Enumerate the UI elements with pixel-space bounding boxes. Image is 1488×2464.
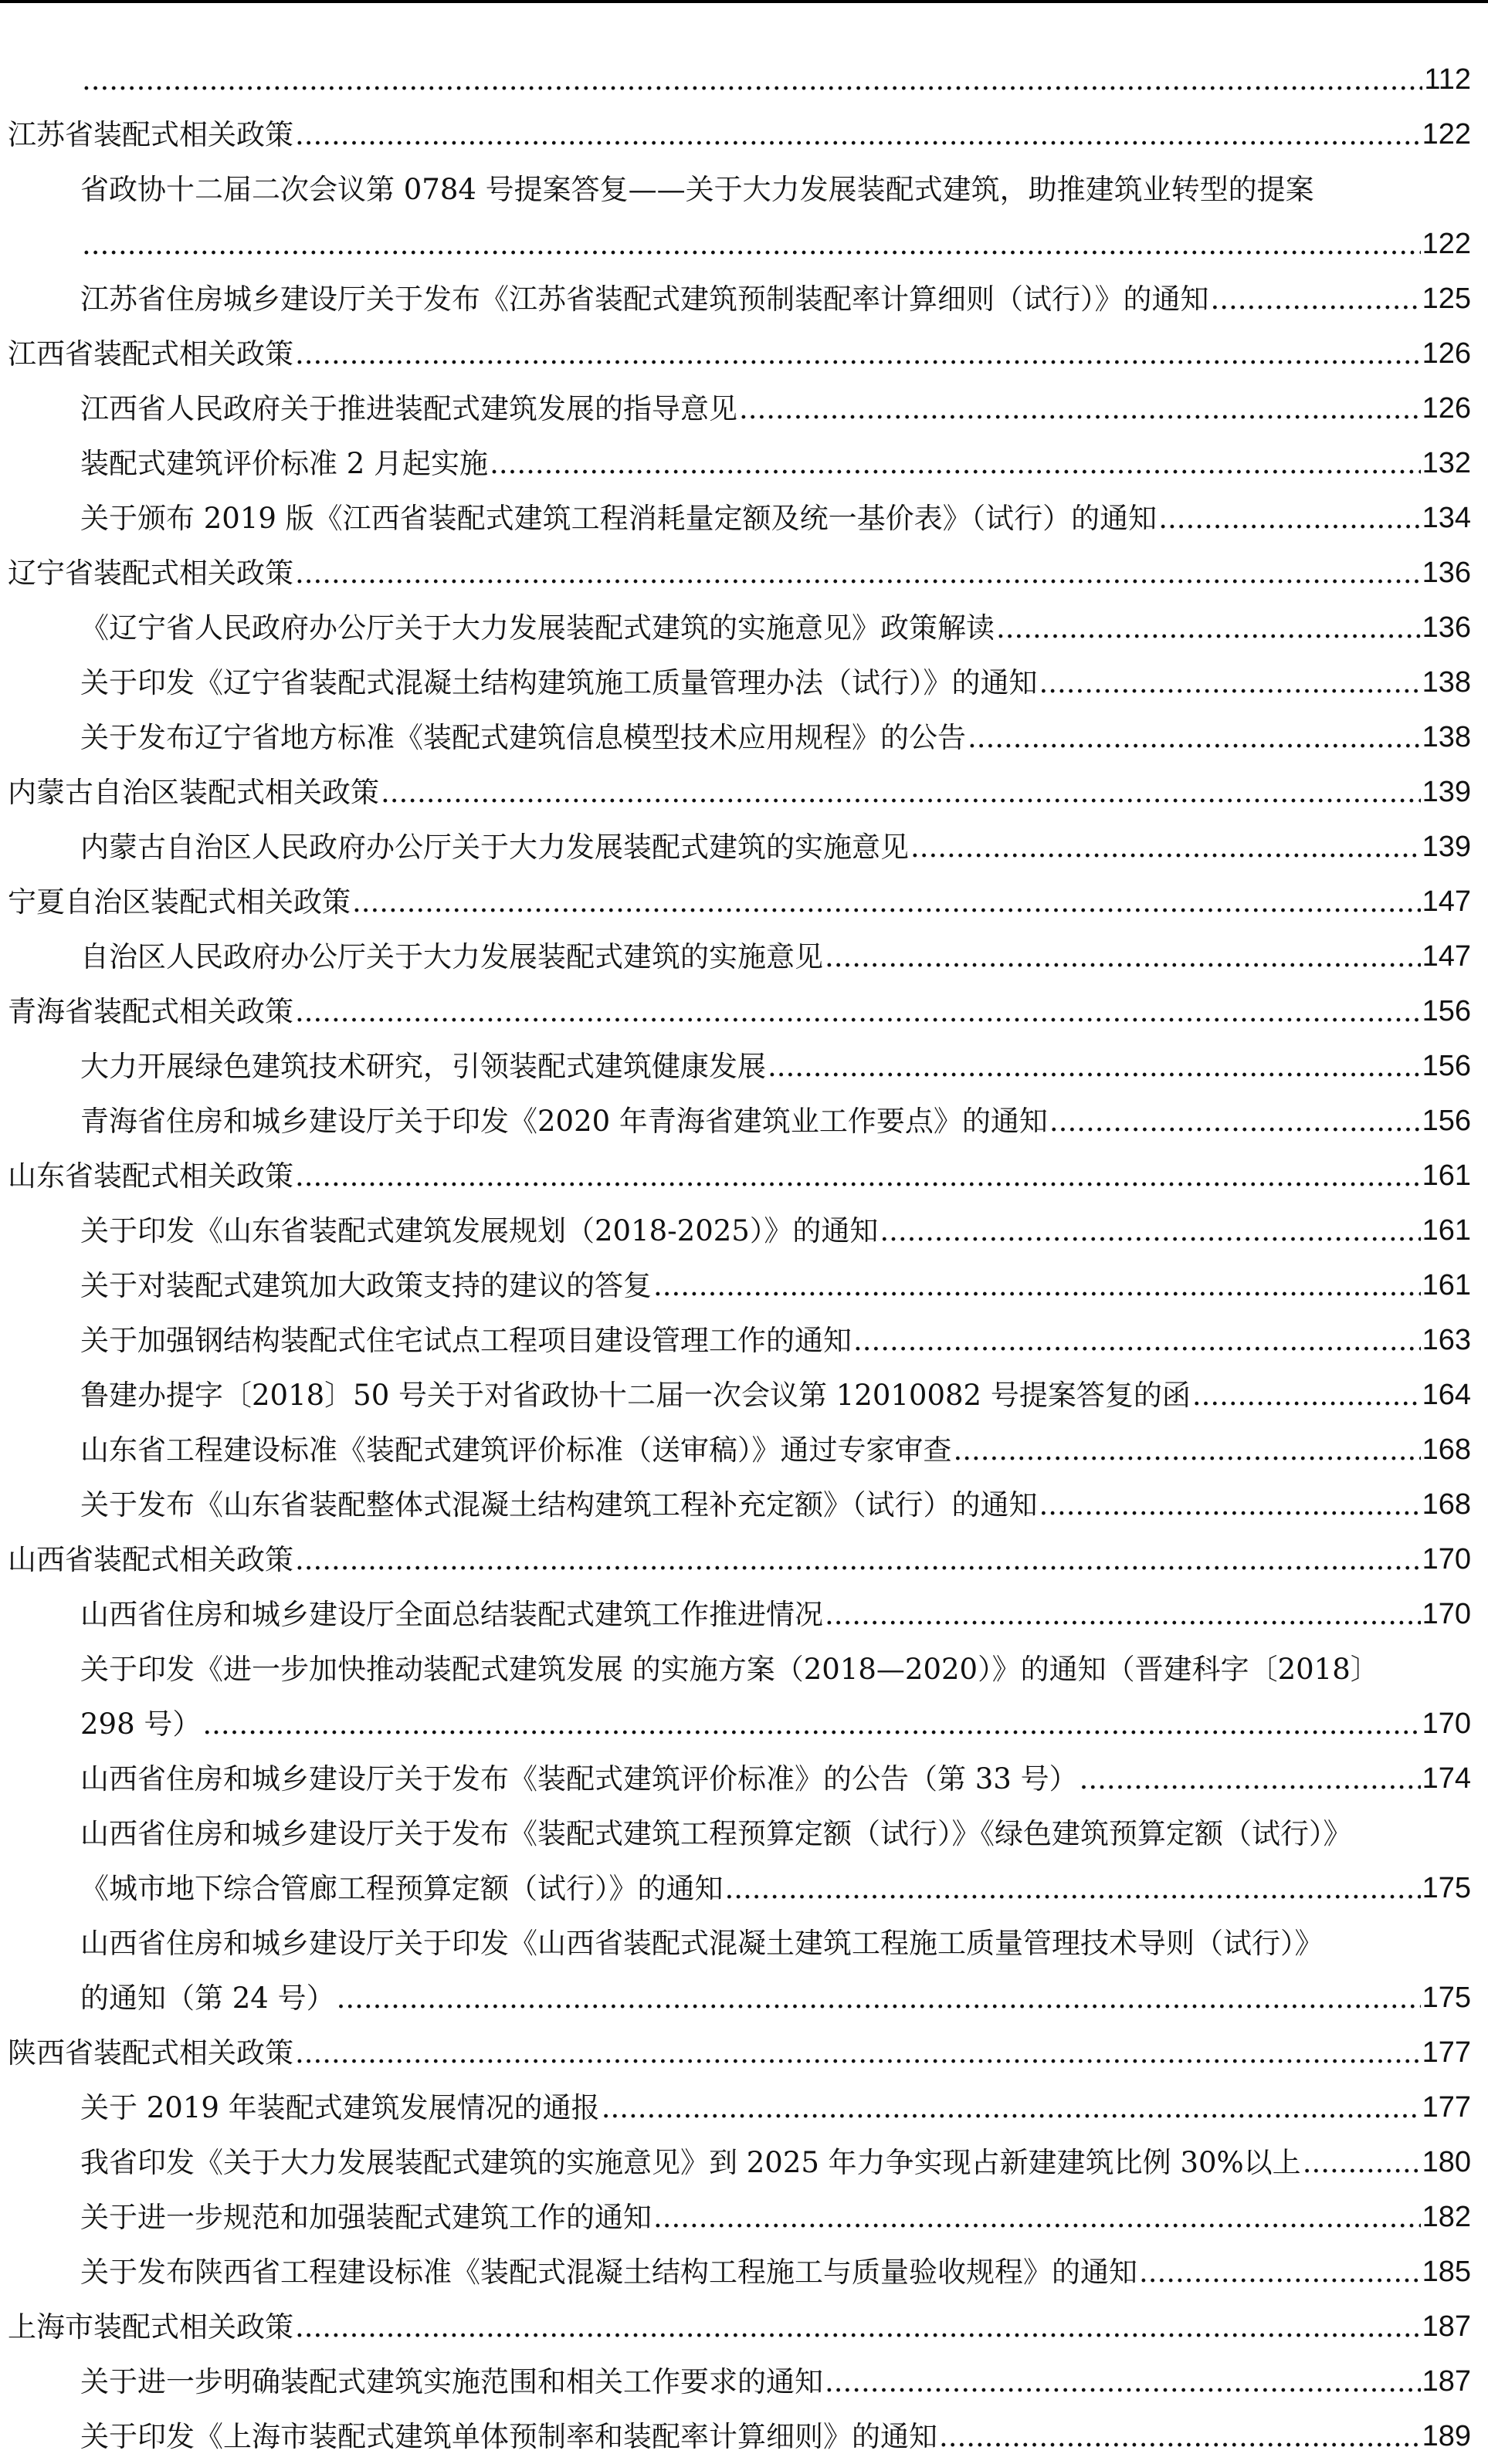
dot-leader	[602, 2080, 1421, 2135]
toc-entry-title: 《辽宁省人民政府办公厅关于大力发展装配式建筑的实施意见》政策解读	[80, 601, 996, 655]
toc-entry[interactable]	[8, 162, 1471, 217]
toc-entry-title: 江苏省装配式相关政策	[8, 107, 295, 162]
dot-leader	[295, 984, 1421, 1039]
toc-page-number: 175	[1422, 1872, 1471, 1904]
toc-entry[interactable]	[8, 1587, 1471, 1642]
toc-page-number: 138	[1422, 666, 1471, 699]
toc-page-number: 174	[1422, 1762, 1471, 1795]
dot-leader	[295, 2300, 1421, 2354]
dot-leader	[853, 1313, 1421, 1368]
toc-entry[interactable]	[8, 217, 1471, 272]
toc-entry-title: 山东省装配式相关政策	[8, 1149, 295, 1203]
dot-leader	[1039, 1477, 1421, 1532]
dot-leader	[82, 52, 1422, 107]
dot-leader	[996, 601, 1421, 655]
toc-entry[interactable]	[8, 2245, 1471, 2300]
toc-page-number: 134	[1422, 502, 1471, 534]
toc-entry-title: 关于印发《上海市装配式建筑单体预制率和装配率计算细则》的通知	[80, 2409, 939, 2464]
toc-entry[interactable]	[8, 1203, 1471, 1258]
dot-leader	[295, 107, 1421, 162]
toc-entry[interactable]	[8, 1094, 1471, 1149]
toc-entry[interactable]	[8, 436, 1471, 491]
toc-entry[interactable]	[8, 2409, 1471, 2464]
toc-page-number: 164	[1422, 1379, 1471, 1411]
toc-page-number: 136	[1422, 557, 1471, 589]
toc-entry-title: 内蒙古自治区人民政府办公厅关于大力发展装配式建筑的实施意见	[80, 820, 910, 875]
toc-entry-title: 青海省装配式相关政策	[8, 984, 295, 1039]
toc-entry-title: 关于加强钢结构装配式住宅试点工程项目建设管理工作的通知	[80, 1313, 853, 1368]
toc-entry[interactable]	[8, 1971, 1471, 2026]
top-rule	[0, 0, 1488, 3]
toc-page-number: 161	[1422, 1269, 1471, 1301]
toc-entry-title: 关于发布《山东省装配整体式混凝土结构建筑工程补充定额》（试行）的通知	[80, 1477, 1039, 1532]
dot-leader	[653, 2190, 1421, 2245]
toc-page-number: 139	[1422, 776, 1471, 808]
toc-entry-title: 江西省装配式相关政策	[8, 327, 295, 381]
dot-leader	[1303, 2135, 1421, 2190]
dot-leader	[295, 1532, 1421, 1587]
toc-page-number: 161	[1422, 1214, 1471, 1247]
toc-page-number: 177	[1422, 2091, 1471, 2124]
toc-entry[interactable]	[8, 1258, 1471, 1313]
dot-leader	[954, 1423, 1421, 1477]
toc-page-number: 122	[1422, 118, 1471, 151]
toc-entry[interactable]	[8, 1368, 1471, 1423]
toc-entry[interactable]	[8, 1752, 1471, 1806]
toc-page-number: 156	[1422, 1105, 1471, 1137]
toc-entry-title: 关于颁布 2019 版《江西省装配式建筑工程消耗量定额及统一基价表》（试行）的通知	[80, 491, 1158, 546]
toc-entry-title: 山西省住房和城乡建设厅关于印发《山西省装配式混凝土建筑工程施工质量管理技术导则（试行）》	[80, 1916, 1471, 1971]
toc-entry[interactable]	[8, 601, 1471, 655]
toc-section-entry[interactable]	[8, 327, 1471, 381]
toc-section-entry[interactable]	[8, 984, 1471, 1039]
dot-leader	[825, 929, 1421, 984]
toc-entry-title: 鲁建办提字〔2018〕50 号关于对省政协十二届一次会议第 12010082 号提案答复的函	[80, 1368, 1192, 1423]
toc-page-number: 185	[1422, 2256, 1471, 2288]
toc-entry[interactable]	[8, 1423, 1471, 1477]
toc-page-number: 170	[1422, 1543, 1471, 1576]
toc-entry-title: 关于发布辽宁省地方标准《装配式建筑信息模型技术应用规程》的公告	[80, 710, 968, 765]
toc-page-number: 125	[1422, 283, 1471, 315]
toc-entry-title: 内蒙古自治区装配式相关政策	[8, 765, 381, 820]
toc-entry-title: 江苏省住房城乡建设厅关于发布《江苏省装配式建筑预制装配率计算细则（试行）》的通知	[80, 272, 1211, 327]
toc-entry[interactable]	[8, 1806, 1471, 1861]
toc-entry-title: 关于印发《进一步加快推动装配式建筑发展 的实施方案（2018—2020）》的通知（晋建科字〔2018〕	[80, 1642, 1471, 1697]
toc-page-number: 180	[1422, 2146, 1471, 2178]
toc-entry[interactable]	[8, 1697, 1471, 1752]
toc-page-number: 138	[1422, 721, 1471, 753]
dot-leader	[1211, 272, 1421, 327]
toc-entry-title: 山西省住房和城乡建设厅关于发布《装配式建筑工程预算定额（试行）》《绿色建筑预算定额（试行）》	[80, 1806, 1471, 1861]
toc-entry-title: 关于 2019 年装配式建筑发展情况的通报	[80, 2080, 602, 2135]
toc-page-number: 156	[1422, 1050, 1471, 1082]
dot-leader	[295, 1149, 1421, 1203]
dot-leader	[381, 765, 1421, 820]
toc-page-number: 122	[1422, 228, 1471, 260]
toc-section-entry[interactable]	[8, 107, 1471, 162]
toc-page-number: 139	[1422, 831, 1471, 863]
toc-entry-title: 上海市装配式相关政策	[8, 2300, 295, 2354]
toc-entry-title: 大力开展绿色建筑技术研究，引领装配式建筑健康发展	[80, 1039, 768, 1094]
toc-page-number: 136	[1422, 611, 1471, 644]
toc-page-number: 182	[1422, 2201, 1471, 2233]
toc-page-number: 189	[1422, 2420, 1471, 2452]
dot-leader	[1139, 2245, 1421, 2300]
toc-entry[interactable]	[8, 2190, 1471, 2245]
dot-leader	[1049, 1094, 1421, 1149]
dot-leader	[352, 875, 1421, 929]
toc-page-number: 163	[1422, 1324, 1471, 1356]
dot-leader	[768, 1039, 1421, 1094]
toc-entry-title: 关于印发《辽宁省装配式混凝土结构建筑施工质量管理办法（试行）》的通知	[80, 655, 1039, 710]
toc-entry-title: 关于进一步明确装配式建筑实施范围和相关工作要求的通知	[80, 2354, 825, 2409]
toc-page-number: 161	[1422, 1159, 1471, 1192]
toc-entry-title: 陕西省装配式相关政策	[8, 2026, 295, 2080]
toc-entry-title: 山东省工程建设标准《装配式建筑评价标准（送审稿）》通过专家审查	[80, 1423, 954, 1477]
toc-page-number: 156	[1422, 995, 1471, 1027]
toc-page-number: 170	[1422, 1598, 1471, 1630]
toc-entry-title: 关于印发《山东省装配式建筑发展规划（2018-2025）》的通知	[80, 1203, 880, 1258]
dot-leader	[653, 1258, 1421, 1313]
toc-section-entry[interactable]	[8, 1532, 1471, 1587]
dot-leader	[1158, 491, 1420, 546]
toc-entry[interactable]	[8, 2080, 1471, 2135]
toc-entry[interactable]	[8, 1642, 1471, 1697]
dot-leader	[490, 436, 1421, 491]
toc-entry[interactable]	[8, 655, 1471, 710]
dot-leader	[968, 710, 1421, 765]
toc-entry[interactable]	[8, 1313, 1471, 1368]
toc-entry-title: 青海省住房和城乡建设厅关于印发《2020 年青海省建筑业工作要点》的通知	[80, 1094, 1049, 1149]
dot-leader	[295, 327, 1421, 381]
toc-entry[interactable]	[8, 820, 1471, 875]
table-of-contents	[8, 52, 1471, 2464]
toc-page-number: 187	[1422, 2310, 1471, 2343]
toc-entry[interactable]	[8, 2135, 1471, 2190]
dot-leader	[739, 381, 1421, 436]
toc-entry-title: 自治区人民政府办公厅关于大力发展装配式建筑的实施意见	[80, 929, 825, 984]
toc-entry-title: 辽宁省装配式相关政策	[8, 546, 295, 601]
toc-entry-title: 关于发布陕西省工程建设标准《装配式混凝土结构工程施工与质量验收规程》的通知	[80, 2245, 1139, 2300]
toc-entry[interactable]	[8, 1477, 1471, 1532]
toc-entry[interactable]	[8, 1039, 1471, 1094]
toc-page-number: 187	[1422, 2365, 1471, 2398]
dot-leader	[1192, 1368, 1421, 1423]
toc-page-number: 175	[1422, 1982, 1471, 2014]
toc-entry[interactable]	[8, 52, 1471, 107]
dot-leader	[725, 1861, 1421, 1916]
toc-entry-title: 山西省住房和城乡建设厅关于发布《装配式建筑评价标准》的公告（第 33 号）	[80, 1752, 1080, 1806]
toc-page-number: 126	[1422, 392, 1471, 425]
toc-page-number: 147	[1422, 885, 1471, 918]
toc-page-number: 112	[1424, 63, 1471, 96]
toc-entry[interactable]	[8, 272, 1471, 327]
toc-section-entry[interactable]	[8, 2026, 1471, 2080]
toc-entry[interactable]	[8, 710, 1471, 765]
toc-page-number: 147	[1422, 940, 1471, 973]
toc-entry-title: 的通知（第 24 号）	[80, 1971, 337, 2026]
dot-leader	[1039, 655, 1421, 710]
toc-entry-title: 装配式建筑评价标准 2 月起实施	[80, 436, 490, 491]
toc-entry-title: 《城市地下综合管廊工程预算定额（试行）》的通知	[80, 1861, 725, 1916]
dot-leader	[910, 820, 1421, 875]
toc-section-entry[interactable]	[8, 546, 1471, 601]
dot-leader	[295, 2026, 1421, 2080]
toc-entry[interactable]	[8, 1861, 1471, 1916]
toc-entry-title: 山西省住房和城乡建设厅全面总结装配式建筑工作推进情况	[80, 1587, 825, 1642]
toc-entry-title: 关于对装配式建筑加大政策支持的建议的答复	[80, 1258, 653, 1313]
toc-entry[interactable]	[8, 381, 1471, 436]
toc-page-number: 168	[1422, 1433, 1471, 1466]
dot-leader	[295, 546, 1421, 601]
toc-entry-title: 宁夏自治区装配式相关政策	[8, 875, 352, 929]
toc-section-entry[interactable]	[8, 765, 1471, 820]
toc-page-number: 170	[1422, 1708, 1471, 1740]
dot-leader	[825, 1587, 1421, 1642]
toc-page-number: 168	[1422, 1488, 1471, 1521]
toc-entry-title: 省政协十二届二次会议第 0784 号提案答复——关于大力发展装配式建筑，助推建筑业转型的提案	[80, 162, 1471, 217]
toc-section-entry[interactable]	[8, 875, 1471, 929]
dot-leader	[202, 1697, 1420, 1752]
dot-leader	[82, 217, 1421, 272]
dot-leader	[825, 2354, 1421, 2409]
toc-entry[interactable]	[8, 1916, 1471, 1971]
toc-entry[interactable]	[8, 491, 1471, 546]
toc-page-number: 126	[1422, 337, 1471, 370]
toc-entry[interactable]	[8, 929, 1471, 984]
toc-entry[interactable]	[8, 2354, 1471, 2409]
dot-leader	[939, 2409, 1421, 2464]
toc-entry-title: 山西省装配式相关政策	[8, 1532, 295, 1587]
toc-section-entry[interactable]	[8, 1149, 1471, 1203]
toc-entry-title: 我省印发《关于大力发展装配式建筑的实施意见》到 2025 年力争实现占新建建筑比例 30%以上	[80, 2135, 1303, 2190]
toc-entry-title: 298 号）	[80, 1697, 202, 1752]
dot-leader	[880, 1203, 1420, 1258]
dot-leader	[1080, 1752, 1421, 1806]
toc-page-number: 177	[1422, 2036, 1471, 2069]
toc-entry-title: 江西省人民政府关于推进装配式建筑发展的指导意见	[80, 381, 739, 436]
toc-entry-title: 关于进一步规范和加强装配式建筑工作的通知	[80, 2190, 653, 2245]
toc-page-number: 132	[1422, 447, 1471, 479]
toc-section-entry[interactable]	[8, 2300, 1471, 2354]
dot-leader	[337, 1971, 1421, 2026]
